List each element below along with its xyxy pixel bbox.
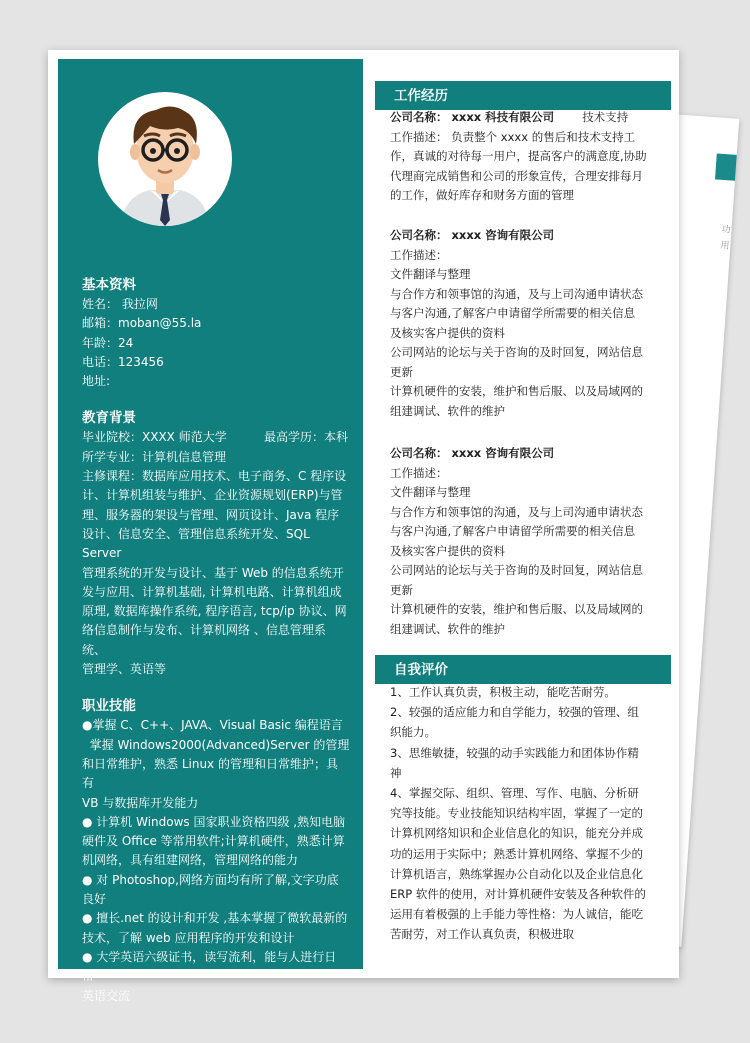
back-sheet-text: 功 — [721, 224, 731, 236]
self-eval-line: 计算机语言，熟练掌握办公自动化以及企业信息化 — [390, 866, 643, 881]
self-eval-line: 神 — [390, 765, 402, 780]
job-desc-line: 与客户沟通,了解客户申请留学所需要的相关信息 — [390, 524, 636, 538]
self-eval-line: 功的运用于实际中；熟悉计算机网络、掌握不少的 — [390, 846, 643, 861]
age-field: 年龄：24 — [82, 335, 134, 350]
courses-line: 管理系统的开发与设计、基于 Web 的信息系统开 — [82, 565, 344, 580]
self-eval-line: 苦耐劳，对工作认真负责，积极进取 — [390, 927, 574, 942]
self-eval-heading: 自我评价 — [375, 655, 671, 682]
work-section-header — [375, 81, 671, 110]
job-desc-line: 作，真诚的对待每一用户，提高客户的满意度,协助 — [390, 149, 647, 163]
address-field: 地址: — [82, 374, 111, 389]
back-sheet-text: 用 — [720, 240, 730, 252]
job-desc-line: 公司网站的论坛与关于咨询的及时回复，网站信息 — [390, 345, 643, 359]
skills-line: ● 计算机 Windows 国家职业资格四级 ,熟知电脑 — [82, 814, 346, 829]
job-desc-line: 计算机硬件的安装，维护和售后服、以及局域网的 — [390, 384, 643, 398]
degree-field: 最高学历：本科 — [263, 430, 348, 445]
left-sidebar — [58, 59, 363, 1003]
skills-line: ●掌握 C、C++、JAVA、Visual Basic 编程语言 — [82, 718, 343, 733]
job-desc-line: 与合作方和领事馆的沟通，及与上司沟通申请状态 — [390, 504, 643, 519]
job-desc-line: 文件翻译与整理 — [390, 485, 471, 499]
back-sheet-section-bar — [715, 153, 737, 180]
skills-line: 硬件及 Office 等常用软件;计算机硬件，熟悉计算 — [82, 834, 345, 849]
job-desc-line: 组建调试、软件的维护 — [390, 621, 505, 636]
job-desc-line: 及核实客户提供的资料 — [390, 325, 505, 340]
job-desc-line: 的工作，做好库存和财务方面的管理 — [390, 188, 574, 202]
self-eval-line: 4、掌握交际、组织、管理、写作、电脑、分析研 — [390, 786, 639, 801]
basic-info-heading: 基本资料 — [82, 277, 136, 293]
skills-line: ● 对 Photoshop,网络方面均有所了解,文字功底 — [82, 872, 339, 887]
job-desc-line: 更新 — [390, 364, 413, 379]
skills-heading: 职业技能 — [82, 698, 136, 715]
education-heading: 教育背景 — [82, 410, 136, 427]
school-row — [82, 428, 348, 447]
self-eval-line: 3、思维敏捷，较强的动手实践能力和团体协作精 — [390, 745, 639, 760]
job-desc-line: 与合作方和领事馆的沟通，及与上司沟通申请状态 — [390, 286, 643, 301]
school-field: 毕业院校：XXXX 师范大学 — [82, 430, 227, 445]
job-entry-2 — [390, 226, 670, 421]
job-desc-line: 及核实客户提供的资料 — [390, 543, 505, 558]
resume-page — [48, 50, 679, 1003]
job-desc-line: 工作描述： 负责整个 xxxx 的售后和技术支持工 — [390, 129, 636, 144]
skills-line: VB 与数据库开发能力 — [82, 795, 199, 810]
skills-line: 机网络，具有组建网络，管理网络的能力 — [82, 853, 299, 868]
self-eval-line: 运用有着极强的上手能力等性格：为人诚信，能吃 — [390, 907, 643, 922]
phone-field: 电话：123456 — [82, 354, 164, 369]
skills-line: ● 大学英语六级证书，读写流利，能与人进行日常 — [82, 949, 337, 984]
job-desc-line: 工作描述： — [390, 247, 448, 262]
courses-line: 主修课程：数据库应用技术、电子商务、C 程序设 — [82, 469, 347, 484]
skills-line: 英语交流 — [82, 988, 131, 1003]
skills-line: 技术，了解 web 应用程序的开发和设计 — [82, 930, 295, 945]
courses-line: 计、计算机组装与维护、企业资源规划(ERP)与管 — [82, 488, 343, 503]
email-field: 邮箱：moban@55.la — [82, 316, 202, 331]
job-desc-line: 工作描述： — [390, 465, 448, 480]
self-eval-line: 1、工作认真负责，积极主动，能吃苦耐劳。 — [390, 685, 616, 699]
courses-line: 络信息制作与发布、计算机网络 、信息管理系统、 — [82, 623, 326, 657]
self-eval-line: 织能力。 — [390, 725, 436, 740]
self-eval-body — [390, 682, 670, 945]
job-desc-line: 代理商完成销售和公司的形象宣传，合理安排每月 — [390, 168, 643, 183]
job-desc-line: 更新 — [390, 582, 413, 597]
courses-line: 原理, 数据库操作系统, 程序语言, tcp/ip 协议、网 — [82, 604, 347, 619]
avatar — [98, 92, 232, 226]
courses-line: 管理学、英语等 — [82, 662, 167, 677]
job-entry-3 — [390, 444, 670, 639]
self-eval-section-header — [375, 655, 671, 684]
job-desc-line: 与客户沟通,了解客户申请留学所需要的相关信息 — [390, 306, 636, 320]
self-eval-line: 计算机网络知识和企业信息化的知识，能充分并成 — [390, 826, 643, 841]
self-eval-line: ERP 软件的使用，对计算机硬件安装及各种软件的 — [390, 887, 646, 902]
left-content — [82, 275, 348, 1006]
company-name — [390, 108, 670, 128]
skills-line: ● 擅长.net 的设计和开发 ,基本掌握了微软最新的 — [82, 911, 348, 926]
courses-line: 理、服务器的架设与管理、网页设计、Java 程序 — [82, 507, 340, 522]
skills-line: 掌握 Windows2000(Advanced)Server 的管理 — [82, 737, 350, 752]
skills-line: 和日常维护，熟悉 Linux 的管理和日常维护；具有 — [82, 756, 338, 791]
company-name-text: 公司名称： xxxx 科技有限公司 — [390, 110, 555, 124]
job-desc-line: 计算机硬件的安装，维护和售后服、以及局域网的 — [390, 602, 643, 616]
name-field: 姓名： 我拉网 — [82, 297, 158, 311]
job-desc-line: 组建调试、软件的维护 — [390, 403, 505, 418]
job-entry-1 — [390, 108, 670, 206]
courses-line: 发与应用、计算机基础, 计算机电路、计算机组成 — [82, 584, 342, 599]
job-role: 技术支持 — [582, 110, 629, 124]
major-field: 所学专业：计算机信息管理 — [82, 449, 227, 464]
courses-line: 设计、信息安全、管理信息系统开发、SQL Server — [82, 526, 310, 561]
company-name: 公司名称： xxxx 咨询有限公司 — [390, 228, 555, 242]
skills-line: 良好 — [82, 892, 107, 907]
self-eval-line: 究等技能。专业技能知识结构牢固，掌握了一定的 — [390, 806, 643, 821]
work-heading: 工作经历 — [375, 81, 671, 108]
job-desc-line: 文件翻译与整理 — [390, 267, 471, 281]
self-eval-line: 2、较强的适应能力和自学能力，较强的管理、组 — [390, 705, 639, 720]
company-name: 公司名称： xxxx 咨询有限公司 — [390, 446, 555, 460]
job-desc-line: 公司网站的论坛与关于咨询的及时回复，网站信息 — [390, 563, 643, 577]
avatar-illustration — [98, 92, 232, 226]
